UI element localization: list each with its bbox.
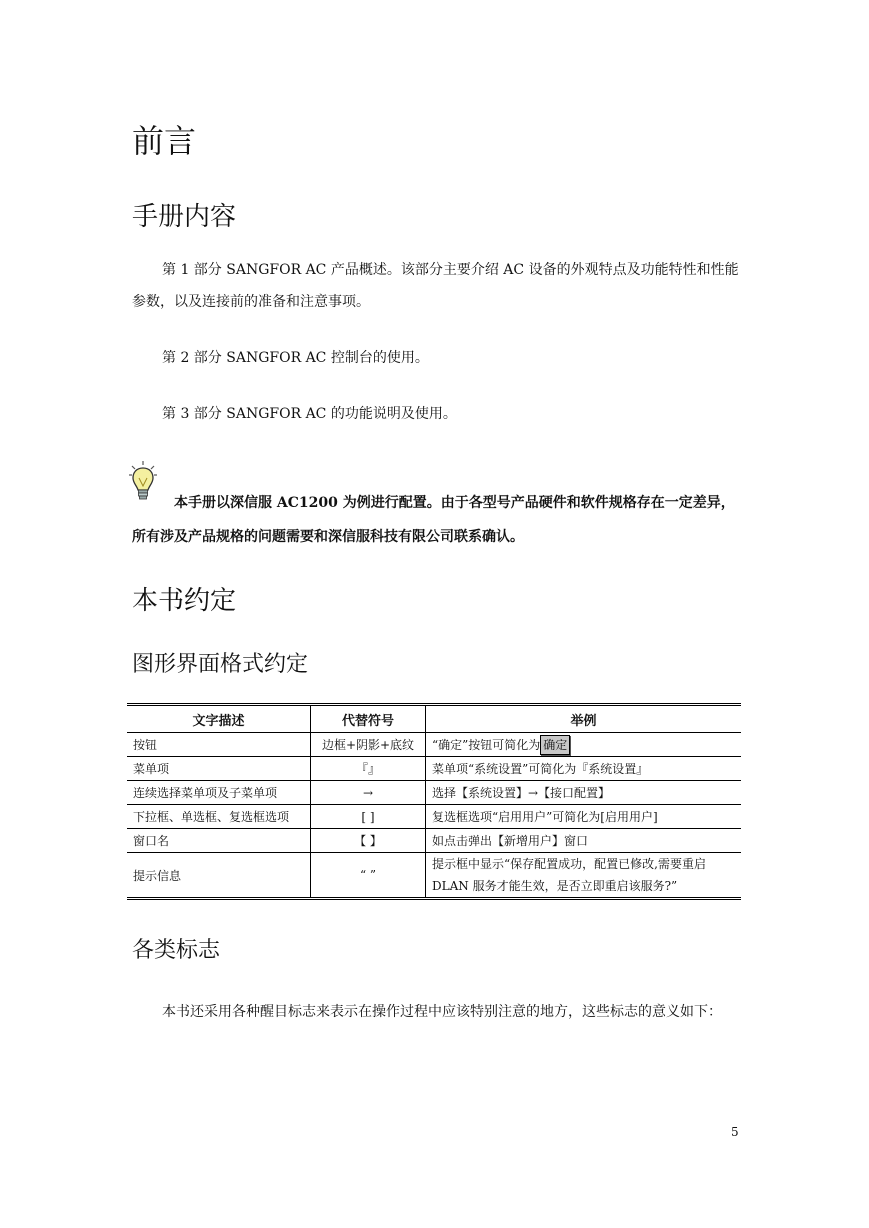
table-cell-example (426, 733, 742, 757)
table-header: 文字描述 (127, 705, 311, 733)
table-cell-symbol: 【 】 (311, 829, 426, 853)
table-cell-desc: 提示信息 (127, 853, 311, 899)
contents-paragraph-2: 第 2 部分 SANGFOR AC 控制台的使用。 (162, 350, 429, 366)
table-cell-symbol: 『』 (311, 757, 426, 781)
table-row (127, 757, 741, 781)
example-text: “确定”按钮可简化为 (432, 737, 541, 752)
page-number: 5 (731, 1125, 739, 1139)
table-row (127, 781, 741, 805)
heading-gui-format: 图形界面格式约定 (132, 652, 309, 677)
table-cell-desc: 窗口名 (127, 829, 311, 853)
table-row (127, 733, 741, 757)
table-cell-desc: 连续选择菜单项及子菜单项 (127, 781, 311, 805)
table-cell-example: 复选框选项“启用用户”可简化为[启用用户] (426, 805, 742, 829)
table-cell-desc: 菜单项 (127, 757, 311, 781)
contents-paragraph-1: 第 1 部分 SANGFOR AC 产品概述。该部分主要介绍 AC 设备的外观特点及功能特性和性能参数，以及连接前的准备和注意事项。 (132, 262, 739, 310)
table-cell-symbol: → (311, 781, 426, 805)
table-header-row (127, 705, 741, 733)
heading-conventions: 本书约定 (132, 586, 237, 616)
table-header: 举例 (426, 705, 742, 733)
contents-paragraph-3: 第 3 部分 SANGFOR AC 的功能说明及使用。 (162, 406, 457, 422)
note-body: 本手册以深信服 AC1200 为例进行配置。由于各型号产品硬件和软件规格存在一定差异，所有涉及产品规格的问题需要和深信服科技有限公司联系确认。 (132, 495, 735, 545)
table-row (127, 853, 741, 899)
table-row (127, 805, 741, 829)
heading-marks: 各类标志 (132, 938, 221, 963)
table-cell-example: 选择【系统设置】→【接口配置】 (426, 781, 742, 805)
table-cell-desc: 按钮 (127, 733, 311, 757)
table-row (127, 829, 741, 853)
table-cell-symbol: [ ] (311, 805, 426, 829)
table-cell-example: 菜单项“系统设置”可简化为『系统设置』 (426, 757, 742, 781)
table-cell-desc: 下拉框、单选框、复选框选项 (127, 805, 311, 829)
table-cell-example: 如点击弹出【新增用户】窗口 (426, 829, 742, 853)
heading-preface: 前言 (132, 122, 197, 160)
table-header: 代替符号 (311, 705, 426, 733)
note-text (132, 486, 740, 554)
table-cell-example: 提示框中显示“保存配置成功，配置已修改,需要重启 DLAN 服务才能生效，是否立即重启该服务?” (426, 853, 742, 899)
marks-paragraph: 本书还采用各种醒目标志来表示在操作过程中应该特别注意的地方，这些标志的意义如下： (162, 1004, 722, 1020)
table-cell-symbol: “ ” (311, 853, 426, 899)
conventions-table (127, 703, 741, 900)
sample-ok-button: 确定 (540, 735, 570, 755)
table-cell-symbol: 边框+阴影+底纹 (311, 733, 426, 757)
heading-manual-contents: 手册内容 (132, 202, 237, 232)
